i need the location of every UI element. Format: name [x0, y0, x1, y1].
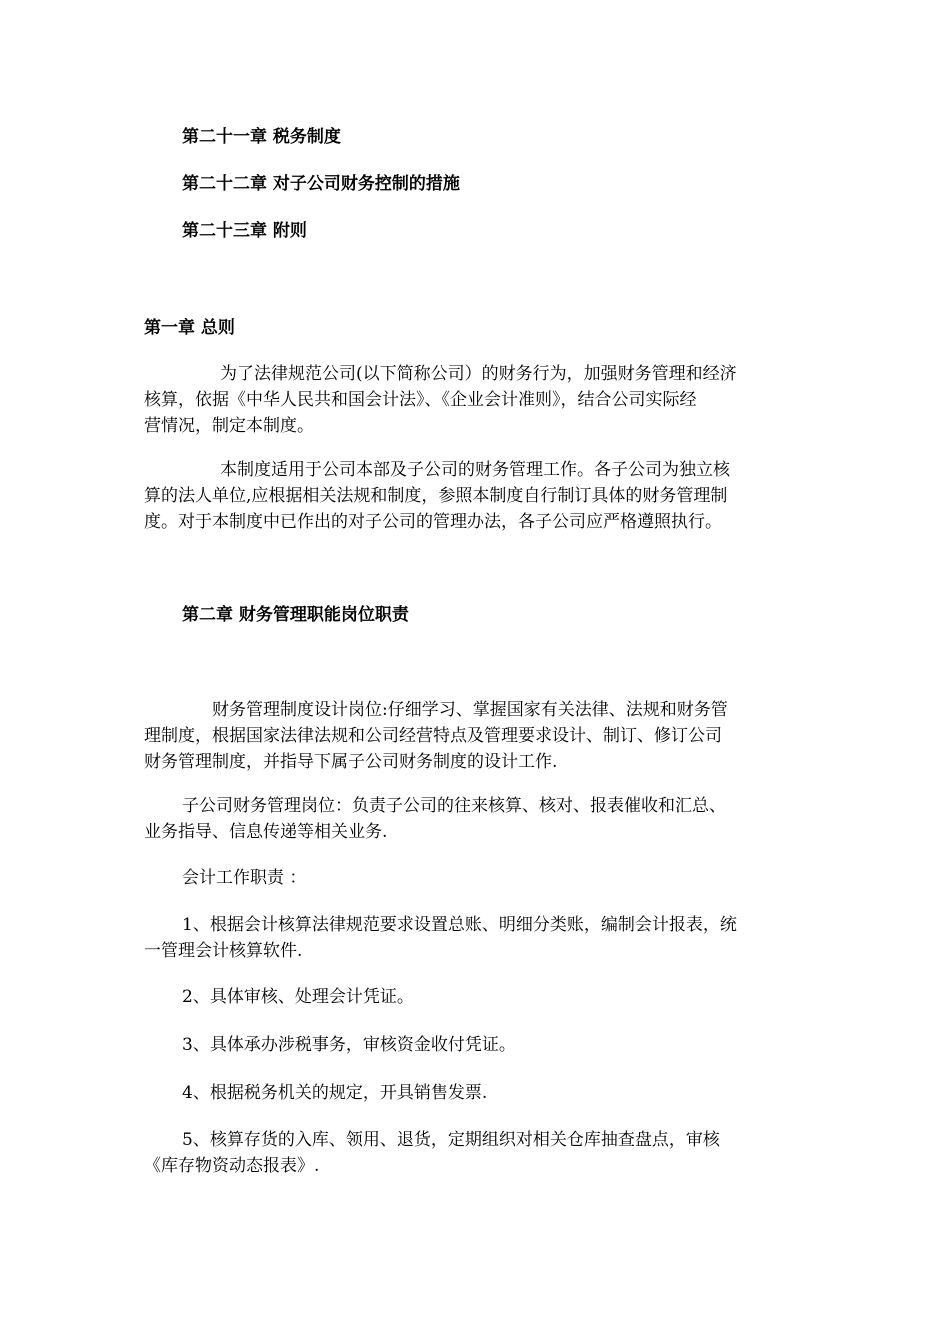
- chapter-2-paragraph-7: [144, 1080, 808, 1106]
- toc-item-23: 第二十三章 附则: [182, 221, 307, 241]
- text-line: 业务指导、信息传递等相关业务.: [144, 822, 388, 842]
- toc-item-22: 第二十二章 对子公司财务控制的措施: [182, 174, 460, 194]
- text-line: 财务管理制度，并指导下属子公司财务制度的设计工作.: [144, 752, 558, 772]
- chapter-2-paragraph-5: [144, 984, 808, 1010]
- text-line: 子公司财务管理岗位：负责子公司的往来核算、核对、报表催收和汇总、: [182, 796, 726, 816]
- text-line: 2、具体审核、处理会计凭证。: [182, 987, 414, 1007]
- text-line: 算的法人单位,应根据相关法规和制度，参照本制度自行制订具体的财务管理制: [144, 486, 728, 506]
- chapter-2-paragraph-8: [144, 1127, 808, 1179]
- text-line: 3、具体承办涉税事务，审核资金收付凭证。: [182, 1035, 516, 1055]
- text-line: 5、核算存货的入库、领用、退货，定期组织对相关仓库抽查盘点，审核: [182, 1130, 720, 1150]
- chapter-2-paragraph-2: [144, 793, 808, 845]
- chapter-2-paragraph-1: [144, 697, 808, 775]
- text-line: 为了法律规范公司(以下简称公司）的财务行为，加强财务管理和经济: [220, 364, 737, 384]
- text-line: 1、根据会计核算法律规范要求设置总账、明细分类账，编制会计报表，统: [182, 915, 737, 935]
- chapter-2-paragraph-6: [144, 1032, 808, 1058]
- text-line: 本制度适用于公司本部及子公司的财务管理工作。各子公司为独立核: [220, 460, 730, 480]
- text-line: 一管理会计核算软件.: [144, 941, 303, 961]
- text-line: 《库存物资动态报表》.: [144, 1156, 320, 1176]
- chapter-2-paragraph-3: [144, 865, 808, 891]
- chapter-1-paragraph-2: [144, 457, 808, 535]
- toc-item-21: 第二十一章 税务制度: [182, 127, 341, 147]
- text-line: 4、根据税务机关的规定，开具销售发票.: [182, 1083, 488, 1103]
- text-line: 度。对于本制度中已作出的对子公司的管理办法，各子公司应严格遵照执行。: [144, 512, 722, 532]
- chapter-2-paragraph-4: [144, 912, 808, 964]
- chapter-1-paragraph-1: [144, 361, 808, 439]
- chapter-2-title: 第二章 财务管理职能岗位职责: [182, 605, 409, 625]
- text-line: 核算，依据《中华人民共和国会计法》、《企业会计准则》，结合公司实际经: [144, 390, 697, 410]
- text-line: 营情况，制定本制度。: [144, 416, 314, 436]
- text-line: 财务管理制度设计岗位:仔细学习、掌握国家有关法律、法规和财务管: [212, 700, 728, 720]
- text-line: 理制度，根据国家法律法规和公司经营特点及管理要求设计、制订、修订公司: [144, 726, 722, 746]
- chapter-1-title: 第一章 总则: [144, 318, 235, 338]
- text-line: 会计工作职责 ：: [182, 868, 307, 888]
